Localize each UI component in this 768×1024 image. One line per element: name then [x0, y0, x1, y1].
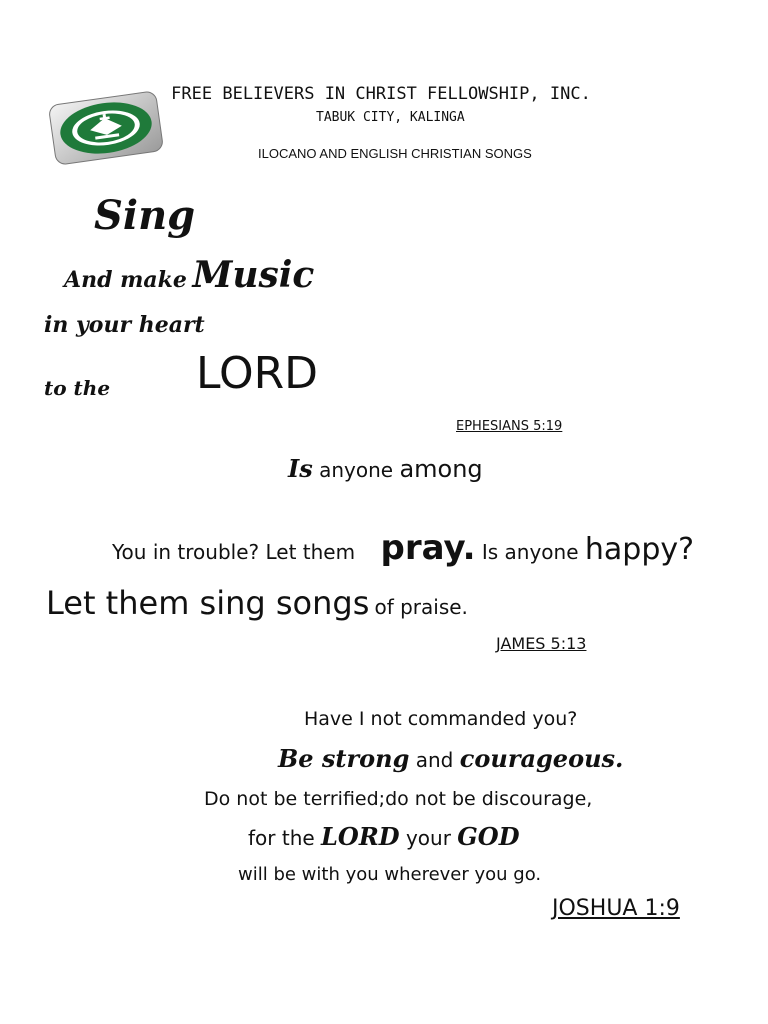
anyone-word: anyone — [319, 458, 394, 482]
trouble-pray-happy-line — [112, 528, 694, 568]
joshua-reference: JOSHUA 1:9 — [552, 896, 680, 921]
sing-word: Sing — [94, 192, 196, 239]
and-make-music-line — [64, 254, 314, 296]
is-word: Is — [288, 454, 313, 483]
joshua-line-4 — [248, 822, 520, 851]
pray-word: pray. — [380, 528, 476, 568]
and-make-text: And make — [64, 267, 187, 293]
courageous-text: courageous. — [459, 744, 624, 773]
in-your-heart-line: in your heart — [44, 312, 205, 338]
is-anyone-among-line — [288, 454, 483, 483]
lord-word: LORD — [196, 348, 319, 399]
joshua-line-3: Do not be terrified;do not be discourage, — [204, 788, 593, 810]
organization-name — [0, 84, 768, 104]
joshua-line-1: Have I not commanded you? — [304, 708, 578, 730]
organization-name-text: FREE BELIEVERS IN CHRIST FELLOWSHIP, INC. — [171, 84, 591, 104]
songs-title: ILOCANO AND ENGLISH CHRISTIAN SONGS — [258, 146, 532, 161]
for-the-text: for the — [248, 826, 315, 850]
let-them-sing-songs-text: Let them sing songs — [46, 584, 370, 622]
music-word: Music — [192, 254, 315, 296]
joshua-line-2 — [278, 744, 623, 773]
happy-word: happy? — [584, 532, 695, 567]
to-the-line: to the — [44, 376, 111, 400]
joshua-line-5: will be with you wherever you go. — [238, 864, 542, 885]
be-strong-text: Be strong — [278, 744, 410, 773]
lord-text: LORD — [321, 822, 400, 851]
is-anyone-text: Is anyone — [481, 540, 579, 564]
of-praise-text: of praise. — [374, 595, 468, 619]
ephesians-reference: EPHESIANS 5:19 — [456, 419, 563, 434]
organization-city: TABUK CITY, KALINGA — [316, 110, 465, 125]
james-reference: JAMES 5:13 — [496, 634, 587, 653]
among-word: among — [399, 455, 483, 483]
and-text: and — [415, 748, 454, 772]
sing-songs-line — [46, 584, 468, 622]
your-text: your — [405, 826, 451, 850]
trouble-text: You in trouble? Let them — [112, 540, 356, 564]
god-text: GOD — [457, 822, 520, 851]
